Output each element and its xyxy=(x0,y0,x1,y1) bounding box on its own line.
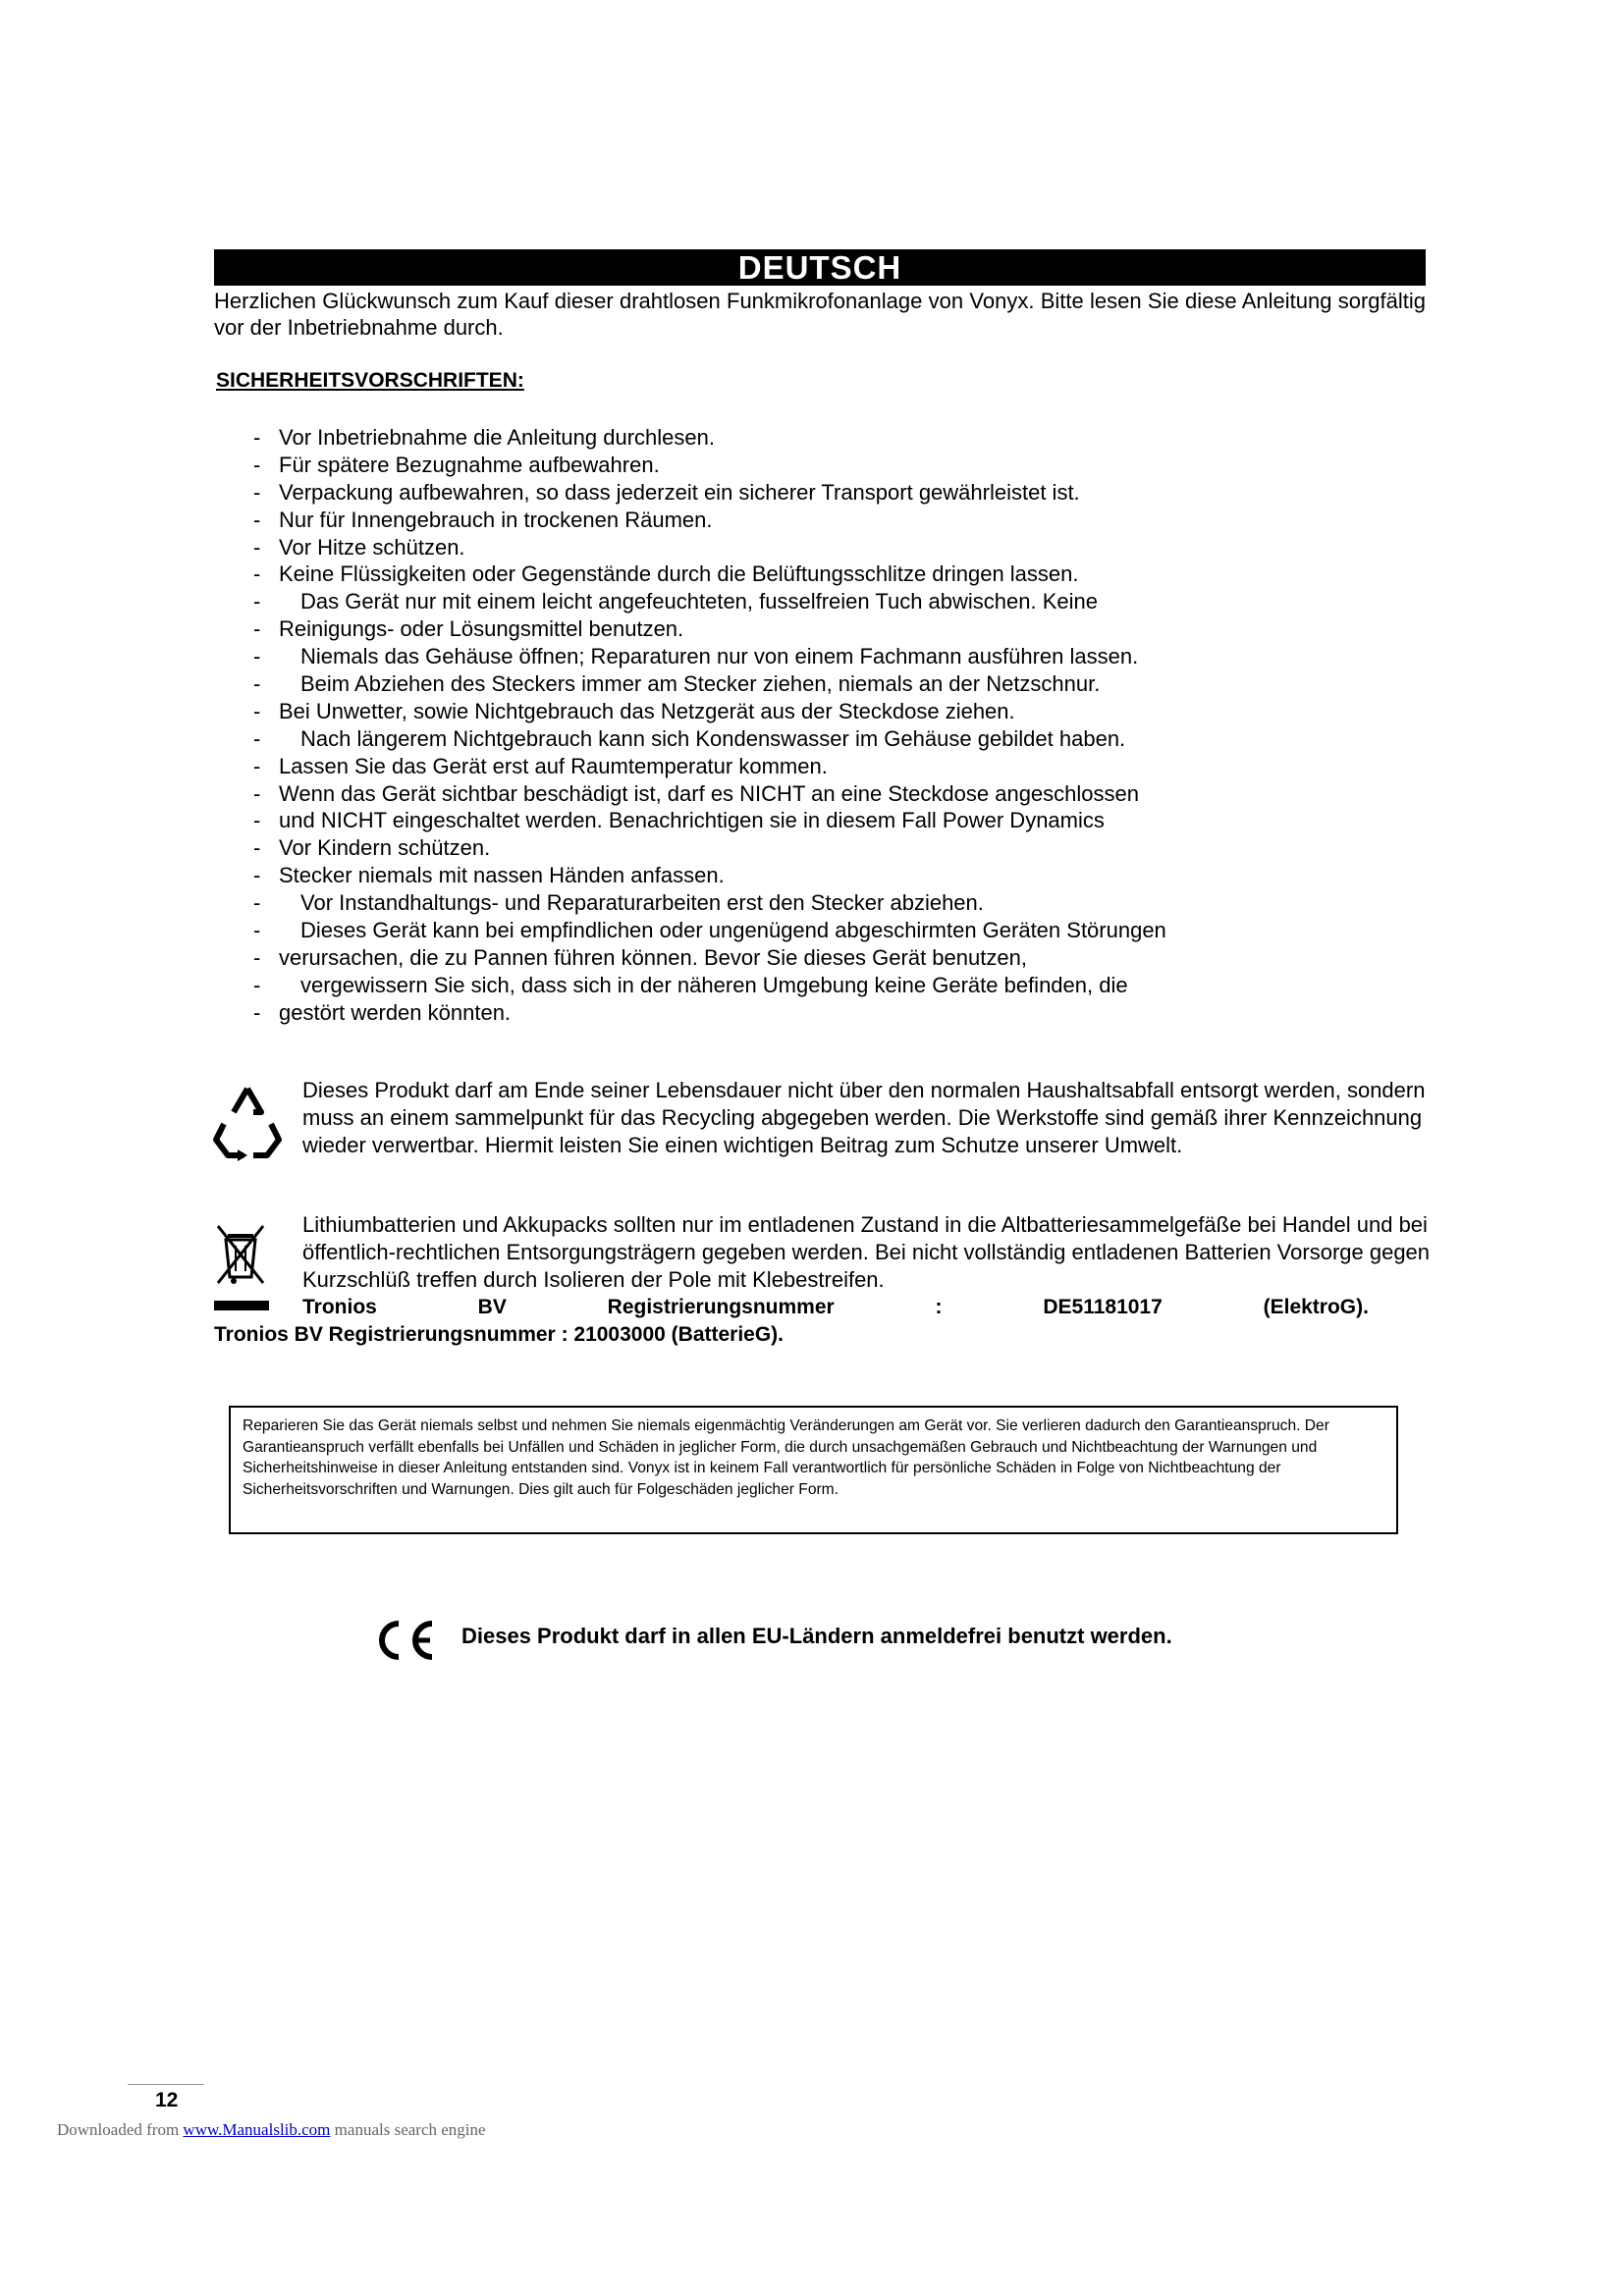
safety-item-text: Verpackung aufbewahren, so dass jederzeit ein sicherer Transport gewährleistet ist. xyxy=(279,479,1080,505)
safety-item-text: Wenn das Gerät sichtbar beschädigt ist, darf es NICHT an eine Steckdose angeschlossen xyxy=(279,780,1139,806)
safety-item-text: Vor Instandhaltungs- und Reparaturarbeiten erst den Stecker abziehen. xyxy=(300,890,984,916)
recycling-icon xyxy=(212,1083,283,1161)
manualslib-link[interactable]: www.Manualslib.com xyxy=(183,2120,331,2139)
safety-item: - Vor Instandhaltungs- und Reparaturarbeiten erst den Stecker abziehen. xyxy=(253,890,984,916)
safety-item: - Lassen Sie das Gerät erst auf Raumtemperatur kommen. xyxy=(253,753,828,778)
ce-mark-icon xyxy=(369,1618,438,1663)
safety-item: - und NICHT eingeschaltet werden. Benachrichtigen sie in diesem Fall Power Dynamics xyxy=(253,808,1105,833)
safety-item: - vergewissern Sie sich, dass sich in der näheren Umgebung keine Geräte befinden, die xyxy=(253,972,1128,997)
safety-item-text: Stecker niemals mit nassen Händen anfassen. xyxy=(279,863,725,888)
page-number-rule xyxy=(128,2084,204,2085)
safety-item-text: Niemals das Gehäuse öffnen; Reparaturen nur von einem Fachmann ausführen lassen. xyxy=(300,644,1139,669)
safety-item: - verursachen, die zu Pannen führen können. Bevor Sie dieses Gerät benutzen, xyxy=(253,944,1027,970)
reg1-part: BV xyxy=(477,1296,507,1318)
safety-item-text: Vor Inbetriebnahme die Anleitung durchlesen. xyxy=(279,425,715,450)
download-footer xyxy=(57,2120,486,2140)
reg1-part: (ElektroG). xyxy=(1263,1296,1369,1318)
safety-item-text: Reinigungs- oder Lösungsmittel benutzen. xyxy=(279,616,684,642)
safety-item-text: vergewissern Sie sich, dass sich in der näheren Umgebung keine Geräte befinden, die xyxy=(300,972,1128,997)
safety-heading: SICHERHEITSVORSCHRIFTEN: xyxy=(216,369,524,392)
safety-item-text: Dieses Gerät kann bei empfindlichen oder ungenügend abgeschirmten Geräten Störungen xyxy=(300,918,1166,943)
safety-item: - Das Gerät nur mit einem leicht angefeuchteten, fusselfreien Tuch abwischen. Keine xyxy=(253,589,1099,614)
safety-item: - Vor Hitze schützen. xyxy=(253,534,465,560)
safety-item: - Reinigungs- oder Lösungsmittel benutzen. xyxy=(253,616,684,642)
intro-paragraph: Herzlichen Glückwunsch zum Kauf dieser drahtlosen Funkmikrofonanlage von Vonyx. Bitte lesen Sie diese Anleitung sorgfältig vor der Inbetriebnahme durch. xyxy=(214,289,1426,340)
safety-item-text: Das Gerät nur mit einem leicht angefeuchteten, fusselfreien Tuch abwischen. Keine xyxy=(300,589,1099,614)
safety-item: - gestört werden könnten. xyxy=(253,999,512,1025)
footer-prefix: Downloaded from xyxy=(57,2120,184,2139)
safety-item-text: Vor Hitze schützen. xyxy=(279,534,465,560)
reg1-part: Registrierungsnummer xyxy=(607,1296,835,1318)
language-banner: DEUTSCH xyxy=(214,249,1426,286)
safety-item-text: Vor Kindern schützen. xyxy=(279,835,491,861)
reg1-part: Tronios xyxy=(302,1296,377,1318)
registration-batterieg: Tronios BV Registrierungsnummer : 21003000 (BatterieG). xyxy=(214,1323,785,1346)
safety-item-text: Nach längerem Nichtgebrauch kann sich Kondenswasser im Gehäuse gebildet haben. xyxy=(300,725,1126,751)
safety-item: - Keine Flüssigkeiten oder Gegenstände durch die Belüftungsschlitze dringen lassen. xyxy=(253,561,1079,587)
safety-item-text: Lassen Sie das Gerät erst auf Raumtemperatur kommen. xyxy=(279,753,828,778)
footer-suffix: manuals search engine xyxy=(330,2120,486,2139)
safety-item-text: Keine Flüssigkeiten oder Gegenstände durch die Belüftungsschlitze dringen lassen. xyxy=(279,561,1079,587)
warranty-warning-text: Reparieren Sie das Gerät niemals selbst und nehmen Sie niemals eigenmächtig Veränderungen am Gerät vor. Sie verlieren dadurch den Garantieanspruch. Der Garantieanspruch verfällt ebenfalls bei Unfällen und Schäden in jeglicher Form, die durch unsachgemäßen Gebrauch und Nichtbeachtung der Warnungen und Sicherheitshinweise in dieser Anleitung entstanden sind. Vonyx ist in keinem Fall verantwortlich für persönliche Schäden in Folge von Nichtbeachtung der Sicherheitsvorschriften und Warnungen. Dies gilt auch für Folgeschäden jeglicher Form. xyxy=(243,1417,1329,1498)
safety-item: - Verpackung aufbewahren, so dass jederzeit ein sicherer Transport gewährleistet ist. xyxy=(253,479,1080,505)
safety-item: - Beim Abziehen des Steckers immer am Stecker ziehen, niemals an der Netzschnur. xyxy=(253,671,1101,697)
safety-item: - Niemals das Gehäuse öffnen; Reparaturen nur von einem Fachmann ausführen lassen. xyxy=(253,644,1139,669)
safety-item-text: Bei Unwetter, sowie Nichtgebrauch das Netzgerät aus der Steckdose ziehen. xyxy=(279,698,1015,723)
crossed-bin-icon xyxy=(214,1222,269,1310)
safety-item: - Für spätere Bezugnahme aufbewahren. xyxy=(253,452,660,477)
warranty-warning-box xyxy=(229,1406,1398,1534)
safety-item-text: Für spätere Bezugnahme aufbewahren. xyxy=(279,452,660,477)
safety-list xyxy=(253,424,1333,1027)
page-number: 12 xyxy=(155,2089,179,2111)
safety-item: - Bei Unwetter, sowie Nichtgebrauch das Netzgerät aus der Steckdose ziehen. xyxy=(253,698,1015,723)
safety-item: - Nach längerem Nichtgebrauch kann sich Kondenswasser im Gehäuse gebildet haben. xyxy=(253,725,1126,751)
safety-item-text: Nur für Innengebrauch in trockenen Räumen. xyxy=(279,507,713,532)
safety-item-text: Beim Abziehen des Steckers immer am Stecker ziehen, niemals an der Netzschnur. xyxy=(300,671,1101,697)
recycling-notice: Dieses Produkt darf am Ende seiner Lebensdauer nicht über den normalen Haushaltsabfall entsorgt werden, sondern muss an einem sammelpunkt für das Recycling abgegeben werden. Die Werkstoffe sind gemäß ihrer Kennzeichnung wieder verwertbar. Hiermit leisten Sie einen wichtigen Beitrag zum Schutze unserer Umwelt. xyxy=(302,1078,1426,1157)
safety-item: - Stecker niemals mit nassen Händen anfassen. xyxy=(253,863,725,888)
safety-item: - Wenn das Gerät sichtbar beschädigt ist, darf es NICHT an eine Steckdose angeschlossen xyxy=(253,780,1139,806)
registration-elektrog xyxy=(302,1294,1369,1321)
safety-item-text: und NICHT eingeschaltet werden. Benachrichtigen sie in diesem Fall Power Dynamics xyxy=(279,808,1105,833)
safety-item: - Vor Kindern schützen. xyxy=(253,835,491,861)
battery-notice: Lithiumbatterien und Akkupacks sollten nur im entladenen Zustand in die Altbatteriesammelgefäße bei Handel und bei öffentlich-rechtlichen Entsorgungsträgern gegeben werden. Bei nicht vollständig entladenen Batterien Vorsorge gegen Kurzschlüß treffen durch Isolieren der Pole mit Klebestreifen. xyxy=(302,1212,1431,1292)
reg1-part: : xyxy=(935,1296,943,1318)
reg1-part: DE51181017 xyxy=(1043,1296,1163,1318)
safety-item: - Dieses Gerät kann bei empfindlichen oder ungenügend abgeschirmten Geräten Störungen xyxy=(253,918,1166,943)
safety-item-text: gestört werden könnten. xyxy=(279,999,512,1025)
ce-notice: Dieses Produkt darf in allen EU-Ländern anmeldefrei benutzt werden. xyxy=(461,1624,1172,1648)
safety-item-text: verursachen, die zu Pannen führen können. Bevor Sie dieses Gerät benutzen, xyxy=(279,944,1027,970)
safety-item: - Nur für Innengebrauch in trockenen Räumen. xyxy=(253,507,713,532)
safety-item: - Vor Inbetriebnahme die Anleitung durchlesen. xyxy=(253,425,715,450)
